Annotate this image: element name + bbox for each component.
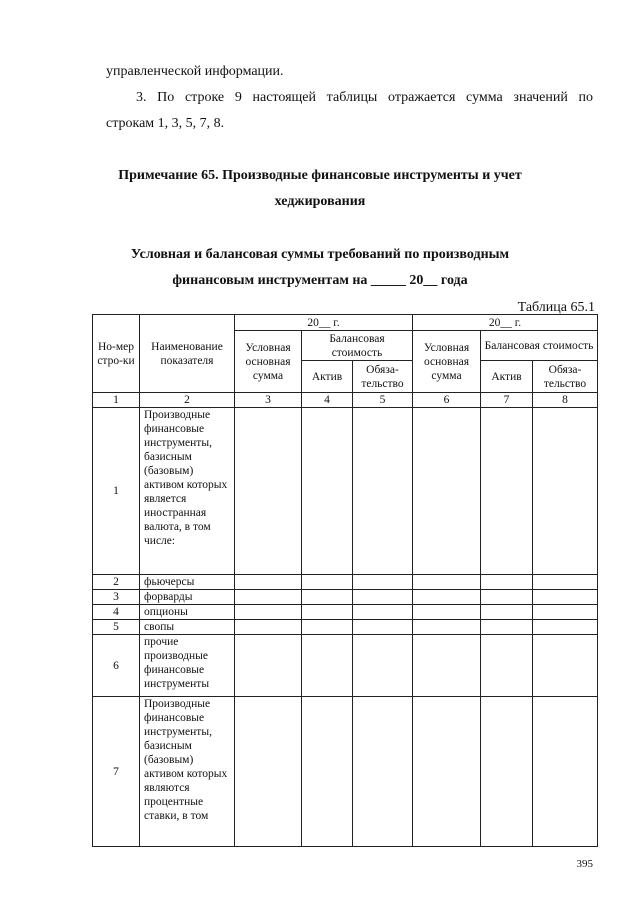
column-number: 1 xyxy=(93,393,140,408)
row-number: 3 xyxy=(93,590,140,605)
row-name: опционы xyxy=(140,605,235,620)
header-liability-2: Обяза-тельство xyxy=(533,361,598,393)
note-title-line2: хеджирования xyxy=(274,194,366,209)
table-label: Таблица 65.1 xyxy=(517,300,595,315)
row-name: прочие производные финансовые инструменты xyxy=(140,635,235,697)
derivatives-table xyxy=(92,314,598,847)
row-number: 6 xyxy=(93,635,140,697)
header-notional-2: Условная основная сумма xyxy=(413,331,481,393)
table-row xyxy=(93,697,598,847)
row-number: 1 xyxy=(93,408,140,575)
column-number: 8 xyxy=(533,393,598,408)
header-row-number: Но-мер стро-ки xyxy=(93,315,140,393)
column-number-row xyxy=(93,393,598,408)
row-name: свопы xyxy=(140,620,235,635)
page-number: 395 xyxy=(576,858,593,870)
note-title-line1: Примечание 65. Производные финансовые инструменты и учет xyxy=(118,168,522,183)
row-name: Производные финансовые инструменты, базисным (базовым) активом которых является иностранная валюта, в том числе: xyxy=(140,408,235,575)
column-number: 4 xyxy=(302,393,353,408)
table-row xyxy=(93,635,598,697)
header-liability-1: Обяза-тельство xyxy=(353,361,413,393)
row-number: 4 xyxy=(93,605,140,620)
table-row xyxy=(93,620,598,635)
column-number: 5 xyxy=(353,393,413,408)
column-number: 3 xyxy=(235,393,302,408)
table-title-line1: Условная и балансовая суммы требований по производным xyxy=(130,247,510,262)
table-row xyxy=(93,605,598,620)
row-name: форварды xyxy=(140,590,235,605)
row-number: 2 xyxy=(93,575,140,590)
header-year-1: 20__ г. xyxy=(235,315,413,331)
header-asset-2: Актив xyxy=(481,361,533,393)
paragraph-3-line2: строкам 1, 3, 5, 7, 8. xyxy=(106,116,225,131)
header-balance-2: Балансовая стоимость xyxy=(481,331,598,361)
table-row xyxy=(93,590,598,605)
header-balance-1: Балансовая стоимость xyxy=(302,331,413,361)
column-number: 2 xyxy=(140,393,235,408)
row-number: 5 xyxy=(93,620,140,635)
table-row xyxy=(93,408,598,575)
table-row xyxy=(93,575,598,590)
text-line: управленческой информации. xyxy=(106,64,284,79)
header-notional-1: Условная основная сумма xyxy=(235,331,302,393)
table-title-line2: финансовым инструментам на _____ 20__ года xyxy=(172,273,468,288)
paragraph-3-line1: 3. По строке 9 настоящей таблицы отражается сумма значений по xyxy=(136,90,593,105)
header-asset-1: Актив xyxy=(302,361,353,393)
header-year-2: 20__ г. xyxy=(413,315,598,331)
row-name: Производные финансовые инструменты, базисным (базовым) активом которых являются процентные ставки, в том xyxy=(140,697,235,847)
row-number: 7 xyxy=(93,697,140,847)
column-number: 6 xyxy=(413,393,481,408)
header-name: Наименование показателя xyxy=(140,315,235,393)
row-name: фьючерсы xyxy=(140,575,235,590)
column-number: 7 xyxy=(481,393,533,408)
